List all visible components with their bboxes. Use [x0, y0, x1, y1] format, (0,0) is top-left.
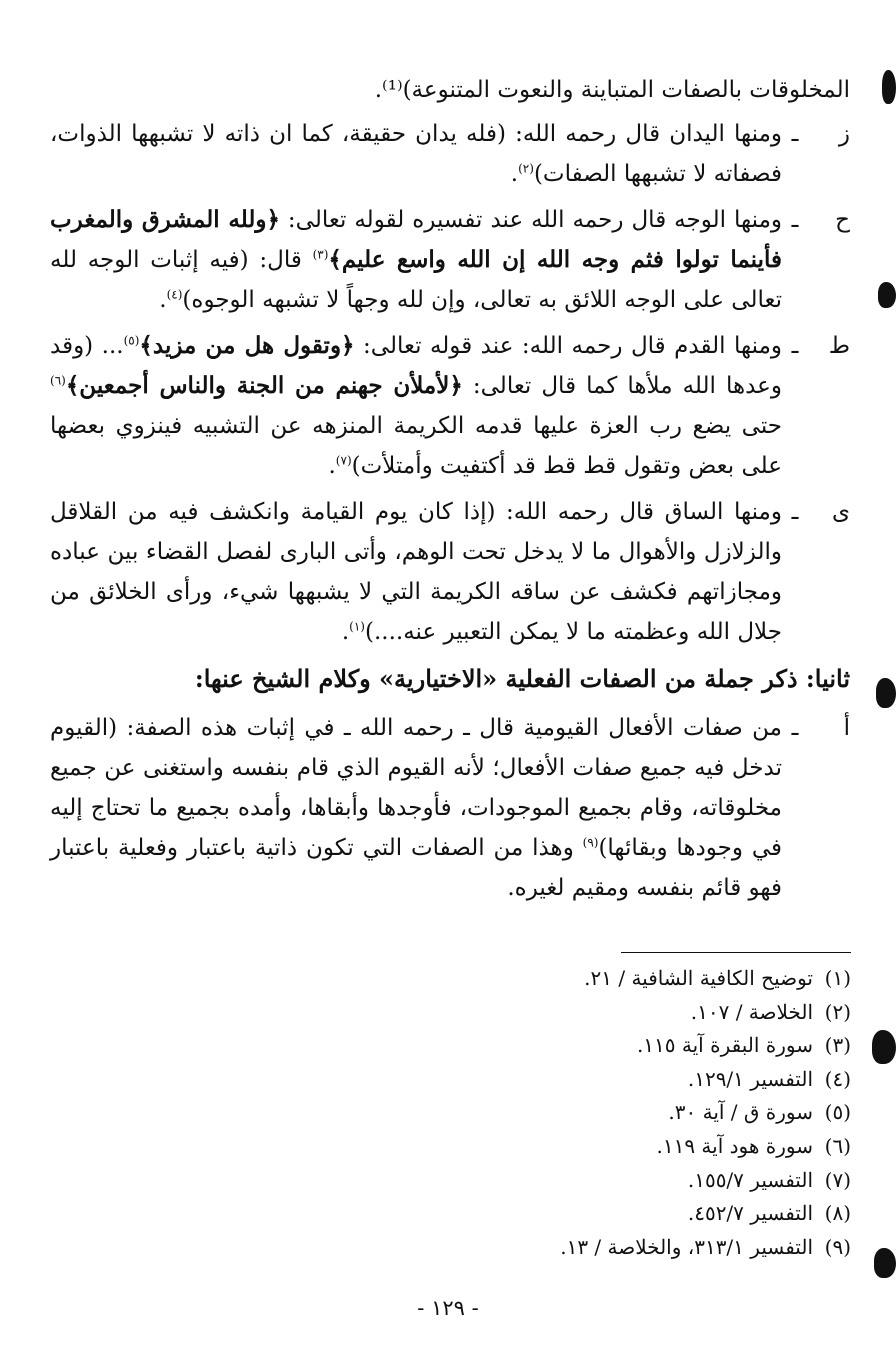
item-letter: ط [828, 333, 850, 359]
item-letter: أ [843, 715, 850, 741]
footnote-number: (٦) [824, 1133, 851, 1158]
scan-blot [878, 282, 896, 308]
footnote-number: (٩) [824, 1234, 851, 1259]
footnote-number: (٧) [824, 1167, 851, 1192]
list-item [50, 200, 850, 320]
footnote-text: التفسير ١٥٥/٧. [687, 1167, 813, 1192]
list-item [50, 492, 850, 652]
footnote-ref: (٩) [582, 835, 599, 850]
footnote [91, 1130, 851, 1164]
footnote [91, 996, 851, 1030]
quran-quote: ﴿ولله المشرق والمغرب فأينما تولوا فثم وجه الله إن الله واسع عليم﴾ [50, 206, 782, 273]
footnote [91, 962, 851, 996]
footnote [91, 1164, 851, 1198]
item-letter: ح [835, 207, 850, 233]
quran-quote: ﴿لأملأن جهنم من الجنة والناس أجمعين﴾ [65, 372, 463, 399]
item-text [50, 200, 782, 320]
item-letter: ى [831, 499, 850, 525]
text-run: ومنها القدم قال رحمه الله: عند قوله تعالى: [354, 333, 782, 359]
item-text [50, 492, 782, 652]
footnote [91, 1197, 851, 1231]
text-run: من صفات الأفعال القيومية قال ـ رحمه الله ـ في إثبات هذه الصفة: (القيوم تدخل فيه جميع صفات الأفعال؛ لأنه القيوم الذي قام بنفسه واستغنى عن جميع مخلوقاته، وقام بجميع الموجودات، فأوجدها وأبقاها، وأمده بجميع ما تحتاج إليه في وجودها وبقائها) [50, 715, 782, 861]
footnote-ref: (٣) [312, 247, 329, 262]
footnote-text: توضيح الكافية الشافية / ٢١. [584, 966, 813, 990]
scan-blot [874, 1248, 896, 1278]
footnote-ref: (١) [349, 619, 365, 634]
text-run: . [510, 161, 519, 187]
text-run: . [328, 453, 336, 479]
footnote-ref: (٧) [335, 453, 352, 468]
text-run: . [159, 287, 167, 313]
footnote-text: سورة هود آية ١١٩. [656, 1133, 813, 1158]
list-item [50, 326, 850, 486]
item-text [50, 708, 782, 908]
footnote-ref: (٦) [50, 373, 66, 388]
footnote [91, 1029, 851, 1063]
footnotes [91, 962, 851, 1264]
footnote-number: (٤) [824, 1066, 851, 1091]
footnote [91, 1096, 851, 1130]
text-run: ومنها الساق قال رحمه الله: (إذا كان يوم القيامة وانكشف فيه من القلاقل والزلازل والأهوال ما لا يدخل تحت الوهم، وأتى البارى لفصل القضاء بين عباده ومجازاتهم فكشف عن ساقه الكريمة التي لا يشبهها شيء، ورأى الخلائق من جلال الله وعظمته ما لا يمكن التعبير عنه....) [50, 499, 782, 645]
attribute-list-1 [50, 114, 850, 652]
footnote-number: (٣) [824, 1033, 851, 1058]
text-run: ... (وقد وعدها الله ملأها كما قال تعالى: [50, 333, 782, 399]
footnote-text: سورة ق / آية ٣٠. [668, 1100, 813, 1125]
item-dash: ـ [791, 715, 799, 741]
item-dash: ـ [791, 499, 799, 525]
item-dash: ـ [791, 333, 799, 359]
footnote [91, 1063, 851, 1097]
footnote-text: التفسير ٤٥٢/٧. [687, 1201, 813, 1226]
text-run: قال: (فيه إثبات الوجه لله تعالى على الوجه اللائق به تعالى، وإن لله وجهاً لا تشبهه الوجوه) [50, 247, 782, 313]
item-dash: ـ [791, 207, 799, 233]
item-letter: ز [838, 121, 850, 147]
footnote-text: الخلاصة / ١٠٧. [690, 999, 813, 1024]
item-text [50, 326, 782, 486]
lead-paragraph: المخلوقات بالصفات المتباينة والنعوت المتنوعة)⁽¹⁾. [374, 77, 850, 103]
text-run: حتى يضع رب العزة عليها قدمه الكريمة المنزهه عن التشبيه فينزوي بعضها على بعض وتقول قط قط قد أكتفيت وأمتلأت) [50, 413, 782, 479]
footnote-ref: (٥) [123, 333, 140, 348]
item-dash: ـ [791, 121, 799, 147]
list-item [50, 708, 850, 908]
section-heading: ثانيا: ذكر جملة من الصفات الفعلية «الاختيارية» وكلام الشيخ عنها: [194, 664, 850, 693]
text-run: وهذا من الصفات التي تكون ذاتية باعتبار وفعلية باعتبار فهو قائم بنفسه ومقيم لغيره. [50, 835, 782, 901]
page-body [50, 70, 850, 914]
footnote-number: (٨) [824, 1201, 851, 1226]
quran-quote: ﴿وتقول هل من مزيد﴾ [139, 332, 355, 359]
footnote-number: (١) [824, 966, 851, 990]
page-number: - ١٢٩ - [417, 1296, 479, 1320]
item-text [50, 114, 782, 194]
footnote-separator [621, 952, 851, 953]
footnote-number: (٢) [824, 999, 851, 1024]
text-run: ومنها الوجه قال رحمه الله عند تفسيره لقوله تعالى: [279, 207, 782, 233]
footnote-text: سورة البقرة آية ١١٥. [636, 1033, 813, 1058]
footnote-text: التفسير ٣١٣/١، والخلاصة / ١٣. [560, 1234, 813, 1259]
scan-blot [876, 678, 896, 708]
footnote-number: (٥) [824, 1100, 851, 1125]
scan-blot [872, 1030, 896, 1064]
text-run: ومنها اليدان قال رحمه الله: (فله يدان حقيقة، كما ان ذاته لا تشبهها الذوات، فصفاته لا تشبهها الصفات) [50, 121, 782, 187]
footnote [91, 1231, 851, 1265]
text-run: . [341, 619, 350, 645]
footnote-ref: (٤) [166, 287, 183, 302]
footnote-ref: (٢) [518, 161, 534, 176]
attribute-list-2 [50, 708, 850, 908]
footnote-text: التفسير ١٢٩/١. [687, 1066, 813, 1091]
list-item [50, 114, 850, 194]
scan-blot [882, 70, 896, 104]
